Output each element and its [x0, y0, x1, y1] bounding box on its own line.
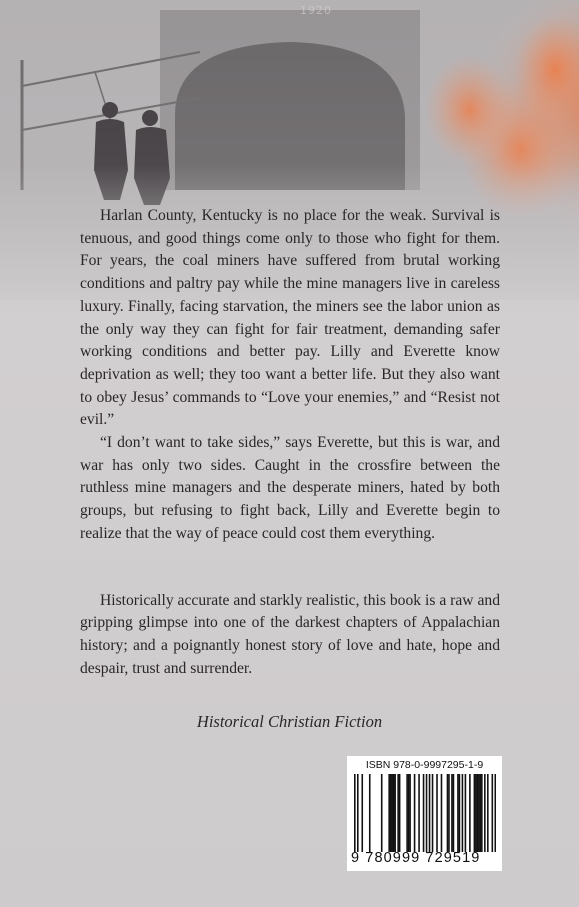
building-number: 1920 [300, 4, 332, 17]
barcode-bar [441, 774, 443, 852]
barcode-bar [429, 774, 431, 852]
barcode-bar [448, 774, 450, 852]
barcode-bar [453, 774, 455, 852]
barcode-bar [393, 774, 395, 852]
barcode-bar [426, 774, 428, 852]
barcode-bar [409, 774, 411, 852]
barcode-bar [391, 774, 393, 852]
barcode-bar [459, 774, 461, 852]
barcode-bar [369, 774, 371, 852]
barcode-bar [418, 774, 420, 852]
barcode-bar [469, 774, 471, 852]
barcode-bar [390, 774, 392, 852]
barcode-bar [481, 774, 483, 852]
description-paragraph: “I don’t want to take sides,” says Everette, but this is war, and war has only two sides. Caught in the crossfire between the ruthless mine managers and the desperate miners, hated by both groups, but refusing to fight back, Lilly and Everette begin to realize that the way of peace could cost them everything. [80, 434, 500, 542]
barcode-bar [492, 774, 494, 852]
genre-label: Historical Christian Fiction [196, 712, 383, 731]
barcode-bar [474, 774, 476, 852]
barcode-bar [480, 774, 482, 852]
barcode-bar [394, 774, 396, 852]
barcode-bars [354, 774, 496, 852]
description-paragraph: Harlan County, Kentucky is no place for the weak. Survival is tenuous, and good things come only to those who fight for them. For years, the coal miners have suffered from brutal working conditions and paltry pay while the mine managers live in careless luxury. Finally, facing starvation, the miners see the labor union as the only way they can fight for fair treatment, demanding safer working conditions and better pay. Lilly and Everette know deprivation as well; they too want a better life. But they also want to obey Jesus’ commands to “Love your enemies,” and “Resist not evil.” [80, 207, 500, 429]
barcode-bar [487, 774, 489, 852]
barcode-bar [399, 774, 401, 852]
barcode-bar [397, 774, 399, 852]
barcode-bar [406, 774, 408, 852]
barcode-bar [477, 774, 479, 852]
barcode-bar [465, 774, 467, 852]
barcode-bar [495, 774, 496, 852]
barcode-bar [381, 774, 383, 852]
barcode-bar [414, 774, 416, 852]
barcode-bar [478, 774, 480, 852]
barcode-bar [475, 774, 477, 852]
barcode-bar [451, 774, 453, 852]
barcode-bar [436, 774, 438, 852]
barcode-bar [388, 774, 390, 852]
isbn-barcode [347, 756, 502, 871]
description-paragraph: Historically accurate and starkly realistic, this book is a raw and gripping glimpse into one of the darkest chapters of Appalachian history; and a poignantly honest story of love and hate, hope and despair, trust and surrender. [80, 591, 500, 677]
isbn-label: ISBN 978-0-9997295-1-9 [365, 759, 484, 771]
barcode-bar [361, 774, 363, 852]
barcode-bar [462, 774, 464, 852]
barcode-digits: 9 780999 729519 [351, 850, 481, 866]
barcode-bar [354, 774, 356, 852]
barcode-bar [357, 774, 359, 852]
barcode-bar [423, 774, 425, 852]
book-description [80, 205, 500, 680]
barcode-bar [484, 774, 486, 852]
barcode-bar [432, 774, 434, 852]
barcode-bar [457, 774, 459, 852]
barcode-bar [408, 774, 410, 852]
barcode-bar [447, 774, 449, 852]
